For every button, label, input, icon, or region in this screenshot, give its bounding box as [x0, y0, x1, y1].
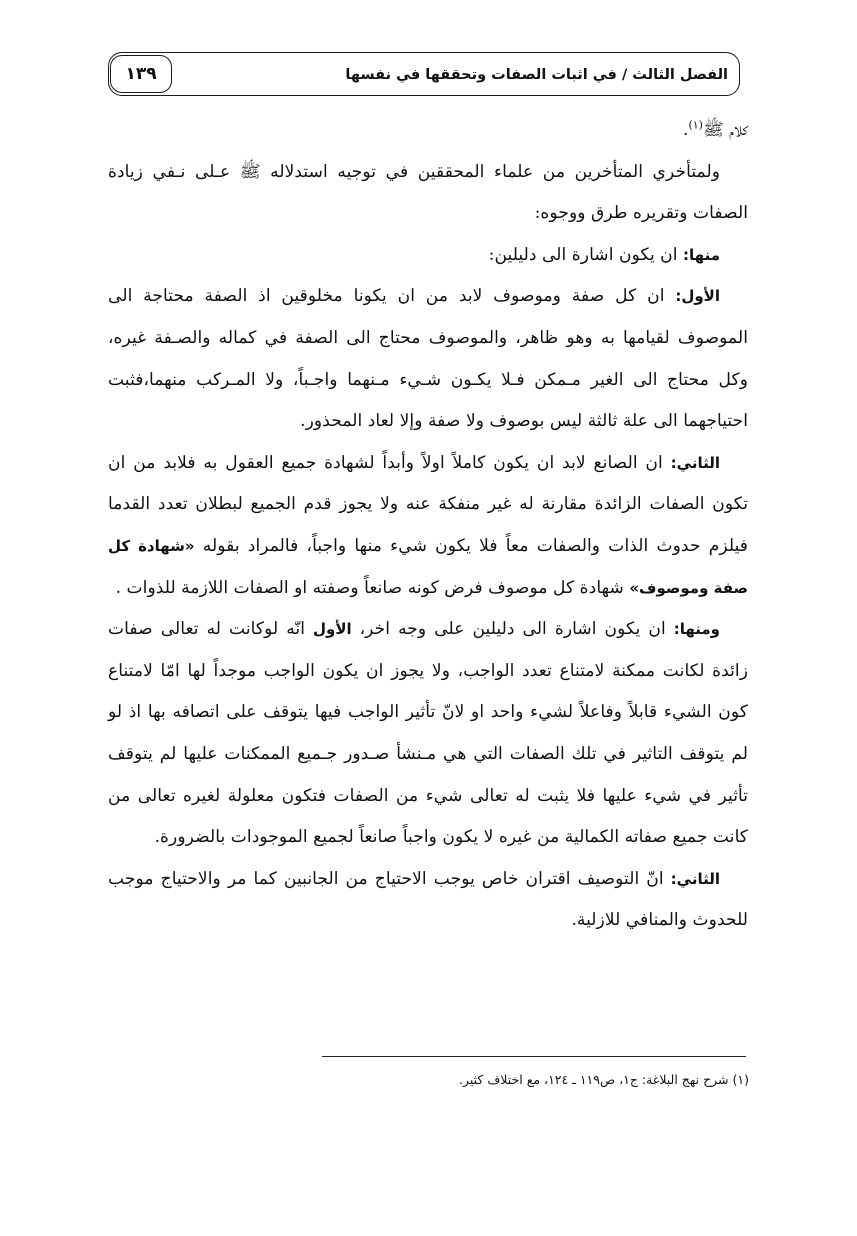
lead-word: منها:: [683, 245, 720, 264]
page-number: ١٣٩: [110, 55, 172, 93]
footnote-ref: (١): [688, 118, 703, 132]
paragraph-text: ان يكون اشارة الى دليلين على وجه اخر،: [351, 619, 674, 640]
paragraph-text: ان كل صفة وموصوف لابد من ان يكونا مخلوقين اذ الصفة محتاجة الى الموصوف لقيامها به وهو ظاهر، والموصوف محتاج الى الصفة في كماله والصـفة غيره، وكل محتاج الى الغير مـمكن فـلا يكـون شـيء مـنهما واجـباً، ولا المـركب منهما،فثبت احتياجهما الى علة ثالثة ليس بوصوف ولا صفة وإلا لعاد المحذور.: [108, 286, 748, 432]
running-header: [108, 52, 740, 96]
footnote: (١) شرح نهج البلاغة: ج١، ص١١٩ ـ ١٢٤، مع اختلاف كثير.: [459, 1072, 749, 1087]
paragraph-text: ان الصانع لابد ان يكون كاملاً اولاً وأبداً لشهادة جميع العقول به فلابد من ان تكون الصفات الزائدة مقارنة له غير منفكة عنه ولا يجوز قدم الجميع لبطلان تعدد القدما فيلزم حدوث الذات والصفات معاً فلا يكون شيء منها واجباً، فالمراد بقوله: [108, 452, 748, 556]
continuation-text: كلام ﷺ: [702, 120, 748, 140]
footnote-divider: [322, 1056, 746, 1057]
paragraph-second-argument: [108, 443, 748, 609]
continuation-end: .: [682, 120, 689, 140]
lead-word: الأول:: [675, 287, 720, 306]
paragraph-text: انّ التوصيف اقتران خاص يوجب الاحتياج من الجانبين كما مر والاحتياج موجب للحدوث والمنافي للازلية.: [108, 868, 748, 931]
chapter-title: الفصل الثالث / في اثبات الصفات وتحققها في نفسها: [345, 67, 728, 83]
paragraph-second-approach: [108, 609, 748, 859]
paragraph-third-argument: [108, 859, 748, 942]
lead-word: ومنها:: [673, 620, 720, 639]
paragraph-intro: ولمتأخري المتأخرين من علماء المحققين في توجيه استدلاله ﷺ عـلى نـفي زيادة الصفات وتقريره طرق ووجوه:: [108, 161, 748, 224]
paragraph-first-approach: [108, 235, 748, 277]
paragraph-text: ان يكون اشارة الى دليلين:: [488, 244, 684, 265]
lead-word: الأول: [312, 620, 352, 639]
paragraph-text: انّه لوكانت له تعالى صفات زائدة لكانت ممكنة لامتناع تعدد الواجب، ولا يجوز ان يكون الواجب موجداً لها امّا لامتناع كون الشيء قابلاً وفاعلاً لشيء واحد او لانّ تأثير الواجب فيها يتوقف على اتصافه بها اذ لو لم يتوقف التاثير في تلك الصفات التي هي مـنشأ صـدور جـميع الممكنات عليها لم يتوقف تأثير في شيء عليها فلا يثبت له تعالى شيء من الصفات فتكون معلولة لغيره تعالى من كانت جميع صفاته الكمالية من غيره لا يكون واجباً صانعاً لجميع الموجودات بالضرورة.: [108, 619, 748, 848]
paragraph-first-argument: [108, 276, 748, 442]
body-text: [108, 110, 748, 942]
lead-word: الثاني:: [670, 453, 720, 472]
quoted-phrase: «شهادة كل صفة وموصوف»: [108, 536, 748, 597]
paragraph-continuation: [108, 110, 748, 152]
lead-word: الثاني:: [670, 869, 720, 888]
paragraph-text: شهادة كل موصوف فرض كونه صانعاً وصفته او الصفات اللازمة للذوات .: [115, 577, 630, 598]
